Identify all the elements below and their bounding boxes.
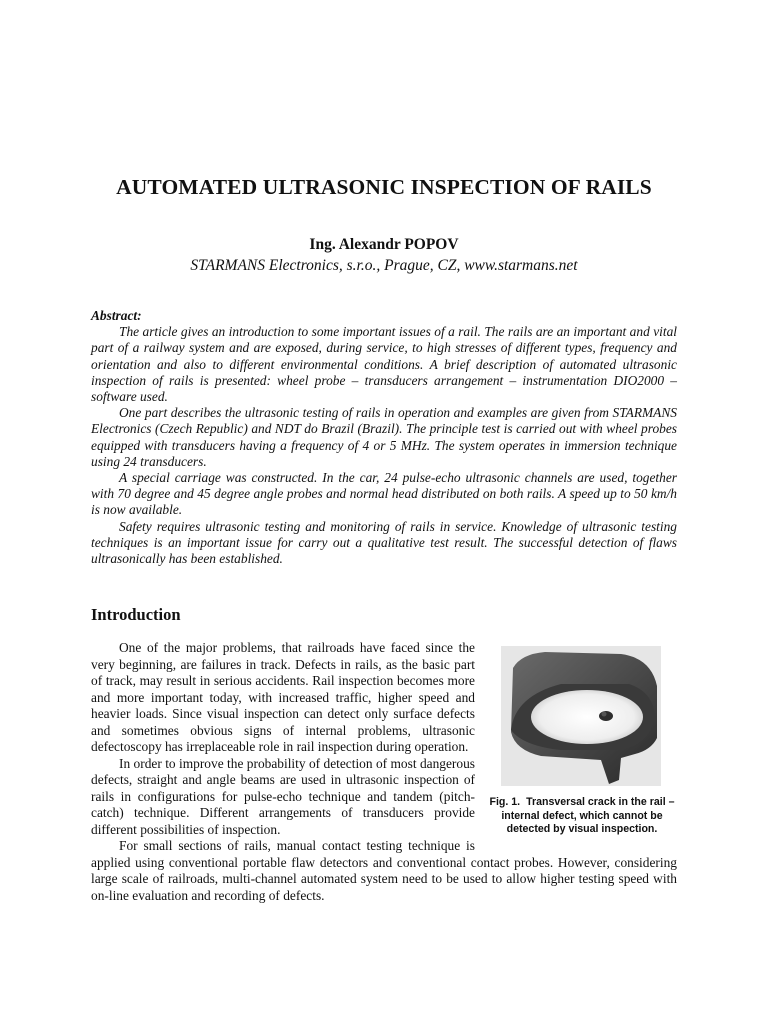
rail-crack-photo <box>501 646 661 786</box>
abstract-paragraph: One part describes the ultrasonic testing of rails in operation and examples are given from STARMANS Electronics (Czech Republic) and NDT do Brazil (Brazil). The principle test is carried out with wheel probes equipped with transducers having a frequency of 4 or 5 MHz. The system operates in immersion technique using 24 transducers. <box>91 405 677 469</box>
abstract-paragraph: Safety requires ultrasonic testing and monitoring of rails in service. Knowledge of ultrasonic testing techniques is an important issue for carry out a qualitative test result. The successful detection of flaws ultrasonically has been established. <box>91 518 677 567</box>
figure-1-caption-text: Transversal crack in the rail – internal defect, which cannot be detected by visual inspection. <box>501 796 675 836</box>
introduction-paragraph: In order to improve the probability of detection of most dangerous defects, straight and angle beams are used in ultrasonic inspection of rails in configurations for pulse-echo technique and tandem (pitch-catch) technique. Different arrangements of transducers provide different possibilities of inspection. <box>91 755 475 837</box>
section-heading-introduction: Introduction <box>91 605 181 624</box>
author-name: Ing. Alexandr POPOV <box>309 236 459 253</box>
abstract-label: Abstract: <box>91 308 142 323</box>
introduction-paragraph: One of the major problems, that railroads have faced since the very beginning, are failures in track. Defects in rails, as the basic part of track, may result in serious accidents. Rail inspection becomes more and more important today, with increased traffic, higher speed and heavier loads. Since visual inspection can detect only surface defects and sometimes obvious signs of internal problems, ultrasonic defectoscopy has irreplaceable role in rail inspection during operation. <box>91 640 475 754</box>
introduction-paragraph: For small sections of rails, manual contact testing technique is applied using conventional portable flaw detectors and conventional contact probes. However, considering large scale of railroads, multi-channel automated system need to be used to allow higher testing speed with on-line evaluation and recording of defects. <box>91 838 677 903</box>
paper-title: AUTOMATED ULTRASONIC INSPECTION OF RAILS <box>116 175 652 199</box>
figure-1-caption <box>487 796 677 837</box>
abstract-paragraph: A special carriage was constructed. In the car, 24 pulse-echo ultrasonic channels are used, together with 70 degree and 45 degree angle probes and normal head distributed on both rails. A speed up to 50 km/h is now available. <box>91 470 677 518</box>
abstract-section <box>91 308 677 567</box>
abstract-paragraph: The article gives an introduction to some important issues of a rail. The rails are an important and vital part of a railway system and are exposed, during service, to high stresses of different types, frequency and orientation and also to different environmental conditions. A brief description of automated ultrasonic inspection of rails is presented: wheel probe – transducers arrangement – instrumentation DIO2000 – software used. <box>91 324 677 405</box>
figure-1 <box>487 646 677 837</box>
figure-1-label: Fig. 1. <box>489 796 521 808</box>
author-affiliation: STARMANS Electronics, s.r.o., Prague, CZ, www.starmans.net <box>190 257 578 274</box>
introduction-section <box>91 640 677 904</box>
rail-section-image <box>501 646 661 786</box>
